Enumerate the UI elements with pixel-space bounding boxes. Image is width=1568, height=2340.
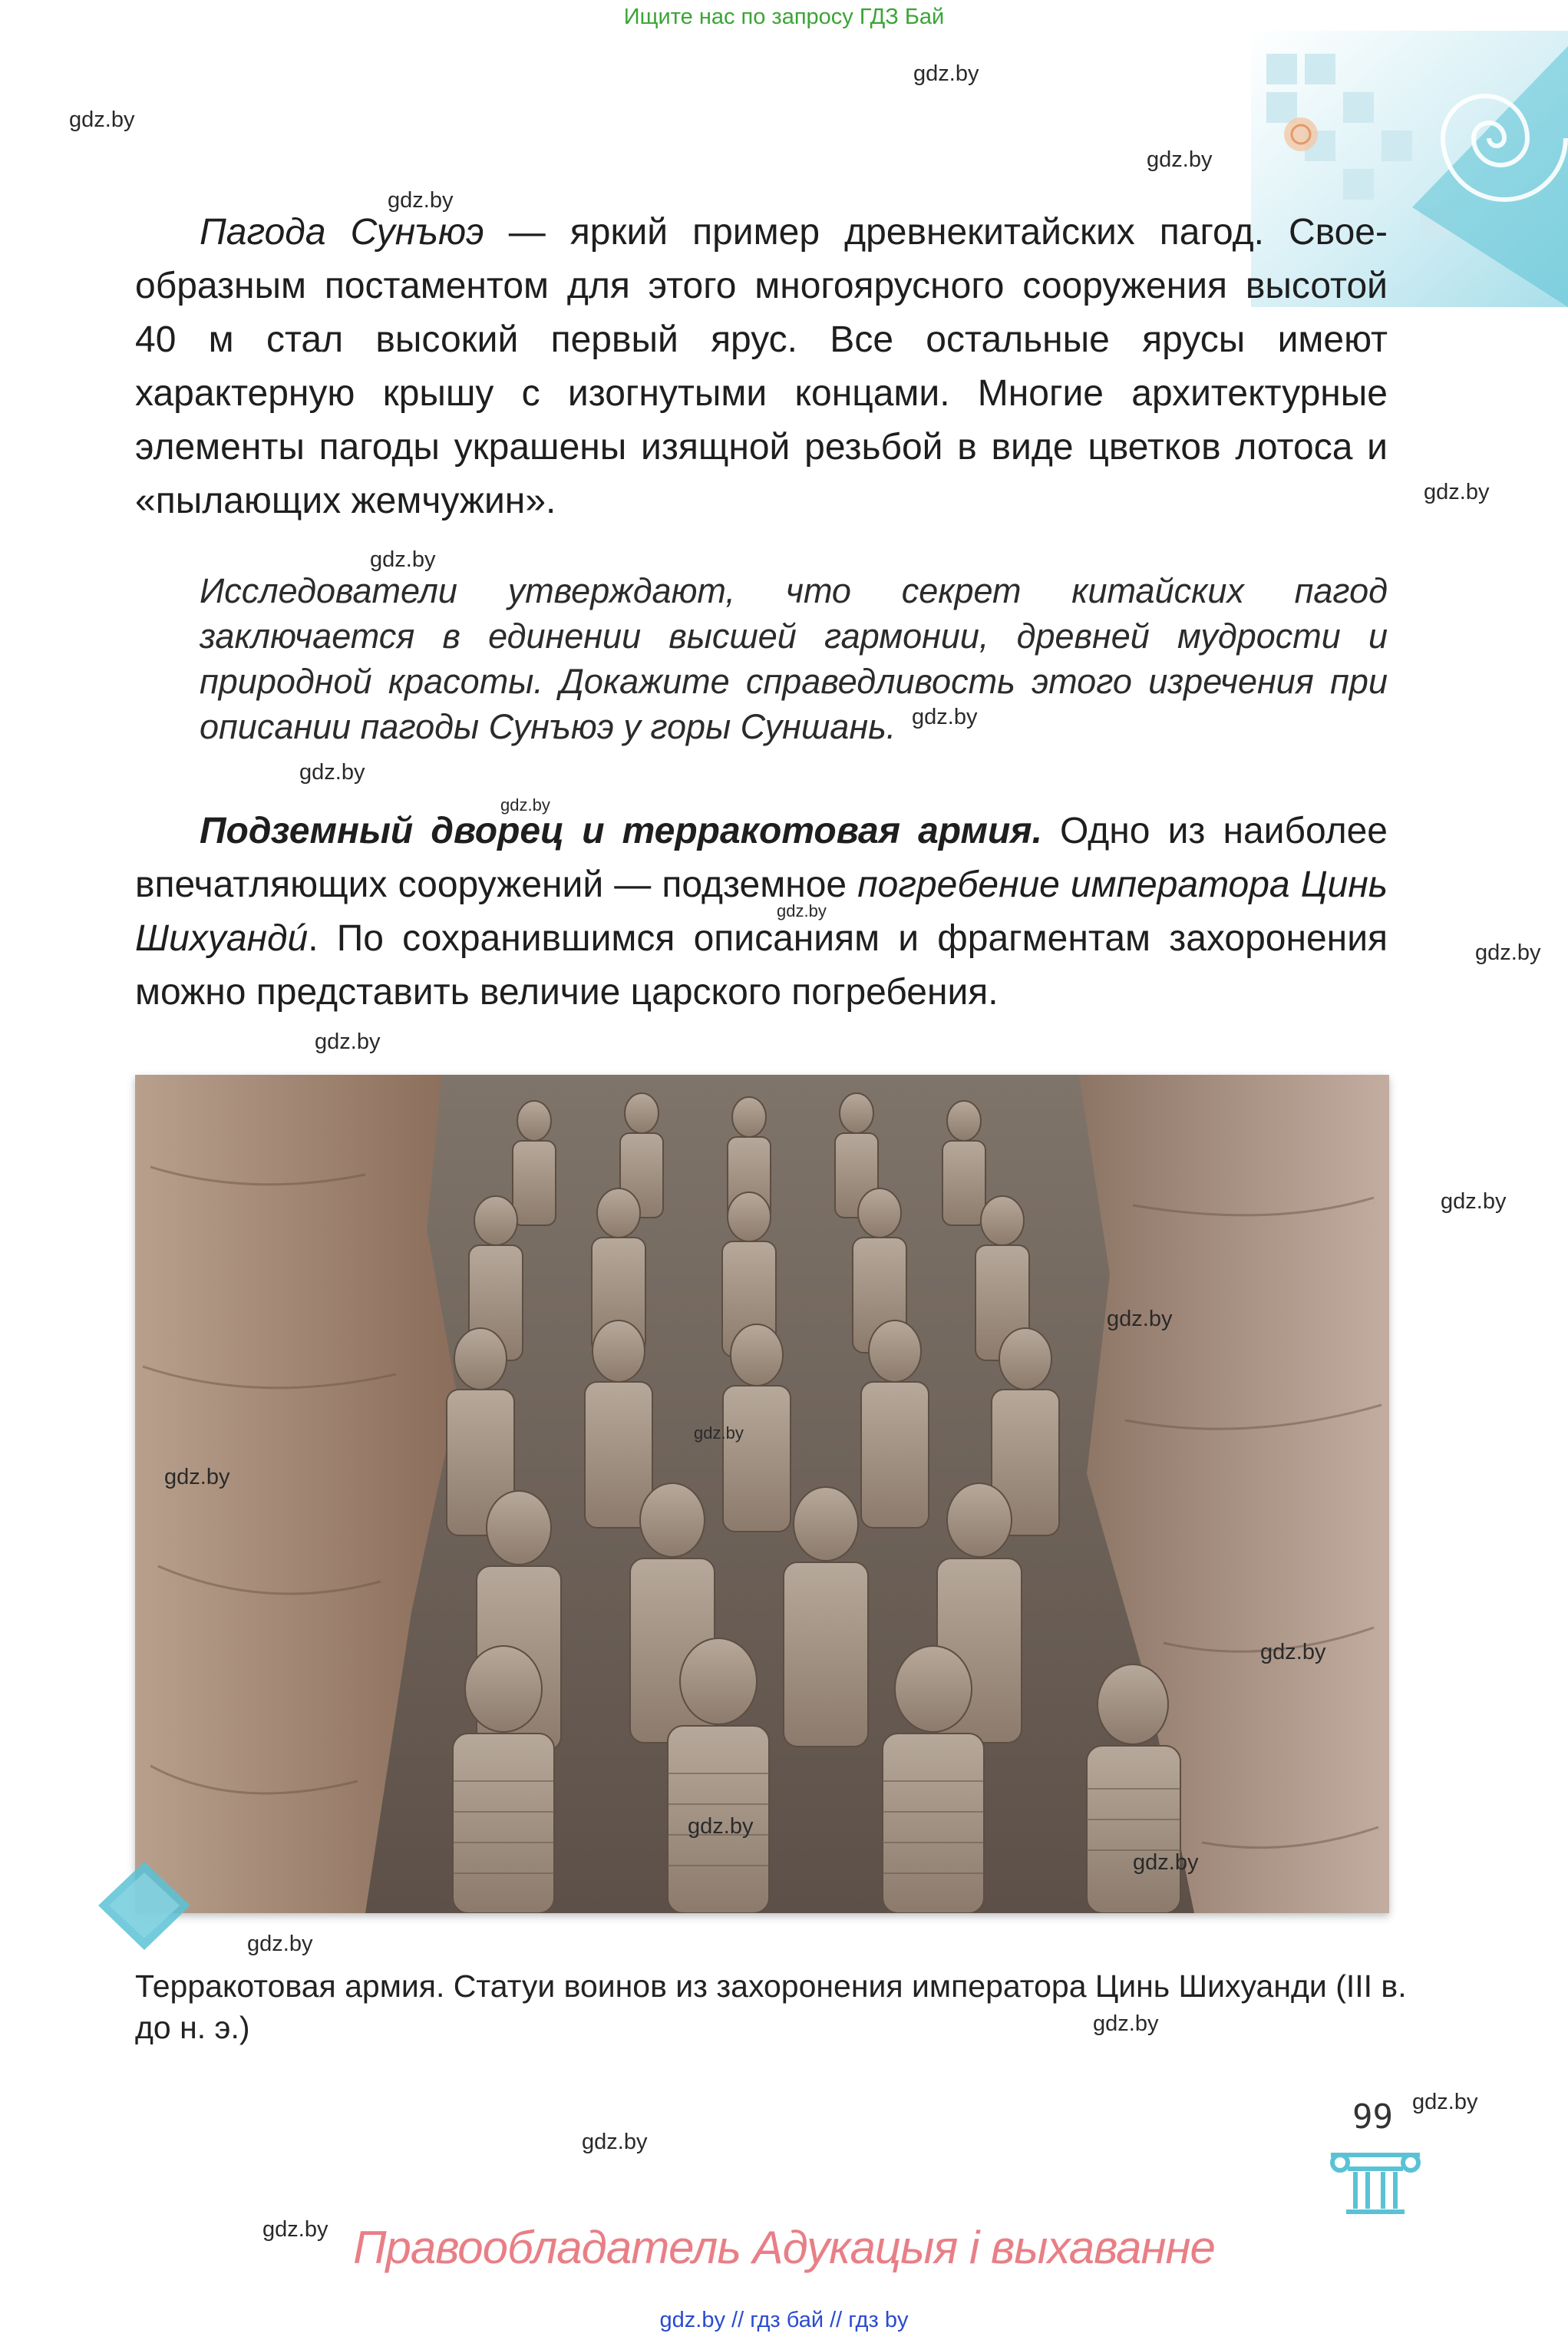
watermark: gdz.by (694, 1423, 744, 1443)
watermark: gdz.by (688, 1814, 754, 1839)
watermark: gdz.by (582, 2130, 648, 2154)
pagoda-term: Пагода Сунъюэ (200, 212, 484, 253)
watermark: gdz.by (1093, 2011, 1159, 2036)
emperor-tomb-term: погребение императора Цинь Шихуандú (135, 864, 1388, 959)
question-block: Исследователи утверждают, что секрет китайских пагод заключается в единении высшей гармонии, древней мудрости и природной красоты. Докажите справедливость этого изречения при описании пагоды Сунъюэ у горы Суншань. (200, 571, 1388, 746)
terracotta-text-b: . По сохранившимся описаниям и фрагментам захоронения можно представить величие царского погребения. (135, 918, 1388, 1013)
copyright-holder: Правообладатель Адукацыя і выхаванне (353, 2222, 1215, 2273)
watermark: gdz.by (370, 547, 436, 572)
watermark: gdz.by (912, 705, 978, 729)
watermark: gdz.by (247, 1932, 313, 1956)
figure-caption: Терракотовая армия. Статуи воинов из захоронения императора Цинь Шихуанди (III в. до н. э.) (135, 1968, 1407, 2045)
watermark: gdz.by (1441, 1189, 1507, 1214)
watermark: gdz.by (1147, 147, 1213, 172)
watermark: gdz.by (69, 107, 135, 132)
section-heading: Подземный дворец и терракотовая армия. (200, 811, 1042, 851)
footer-links[interactable]: gdz.by // гдз бай // гдз by (659, 2308, 909, 2332)
watermark: gdz.by (164, 1465, 230, 1489)
watermark: gdz.by (315, 1030, 381, 1054)
terracotta-army-photo (135, 1075, 1389, 1913)
watermark: gdz.by (388, 188, 454, 213)
watermark: gdz.by (1107, 1307, 1173, 1331)
watermark: gdz.by (1424, 480, 1490, 504)
page-number: 99 (1352, 2097, 1393, 2137)
terracotta-text-a: Одно из наиболее впечатляющих сооружений — подземное (135, 811, 1388, 905)
paragraph-terracotta (135, 805, 1388, 1020)
watermark: gdz.by (1475, 940, 1541, 965)
watermark: gdz.by (1133, 1850, 1199, 1875)
watermark: gdz.by (299, 760, 365, 785)
watermark: gdz.by (262, 2217, 328, 2242)
diamond-decoration-icon (98, 1862, 190, 1950)
pagoda-text: — яркий пример древнекитайских пагод. Своеобразным постаментом для этого многоярусного сооружения высотой 40 м стал высокий первый ярус. Все остальные ярусы имеют характерную крышу с изогнутыми концами. Многие архитектурные элементы пагоды украшены изящной резьбой в виде цветков лотоса и «пылающих жемчужин». (135, 212, 1388, 521)
ionic-column-icon (1326, 2146, 1424, 2216)
watermark: gdz.by (1260, 1640, 1326, 1664)
watermark: gdz.by (913, 61, 979, 86)
watermark: gdz.by (1412, 2090, 1478, 2114)
watermark: gdz.by (777, 901, 827, 920)
watermark: gdz.by (500, 795, 550, 815)
paragraph-pagoda (135, 206, 1388, 528)
top-search-banner[interactable]: Ищите нас по запросу ГДЗ Бай (623, 5, 945, 29)
